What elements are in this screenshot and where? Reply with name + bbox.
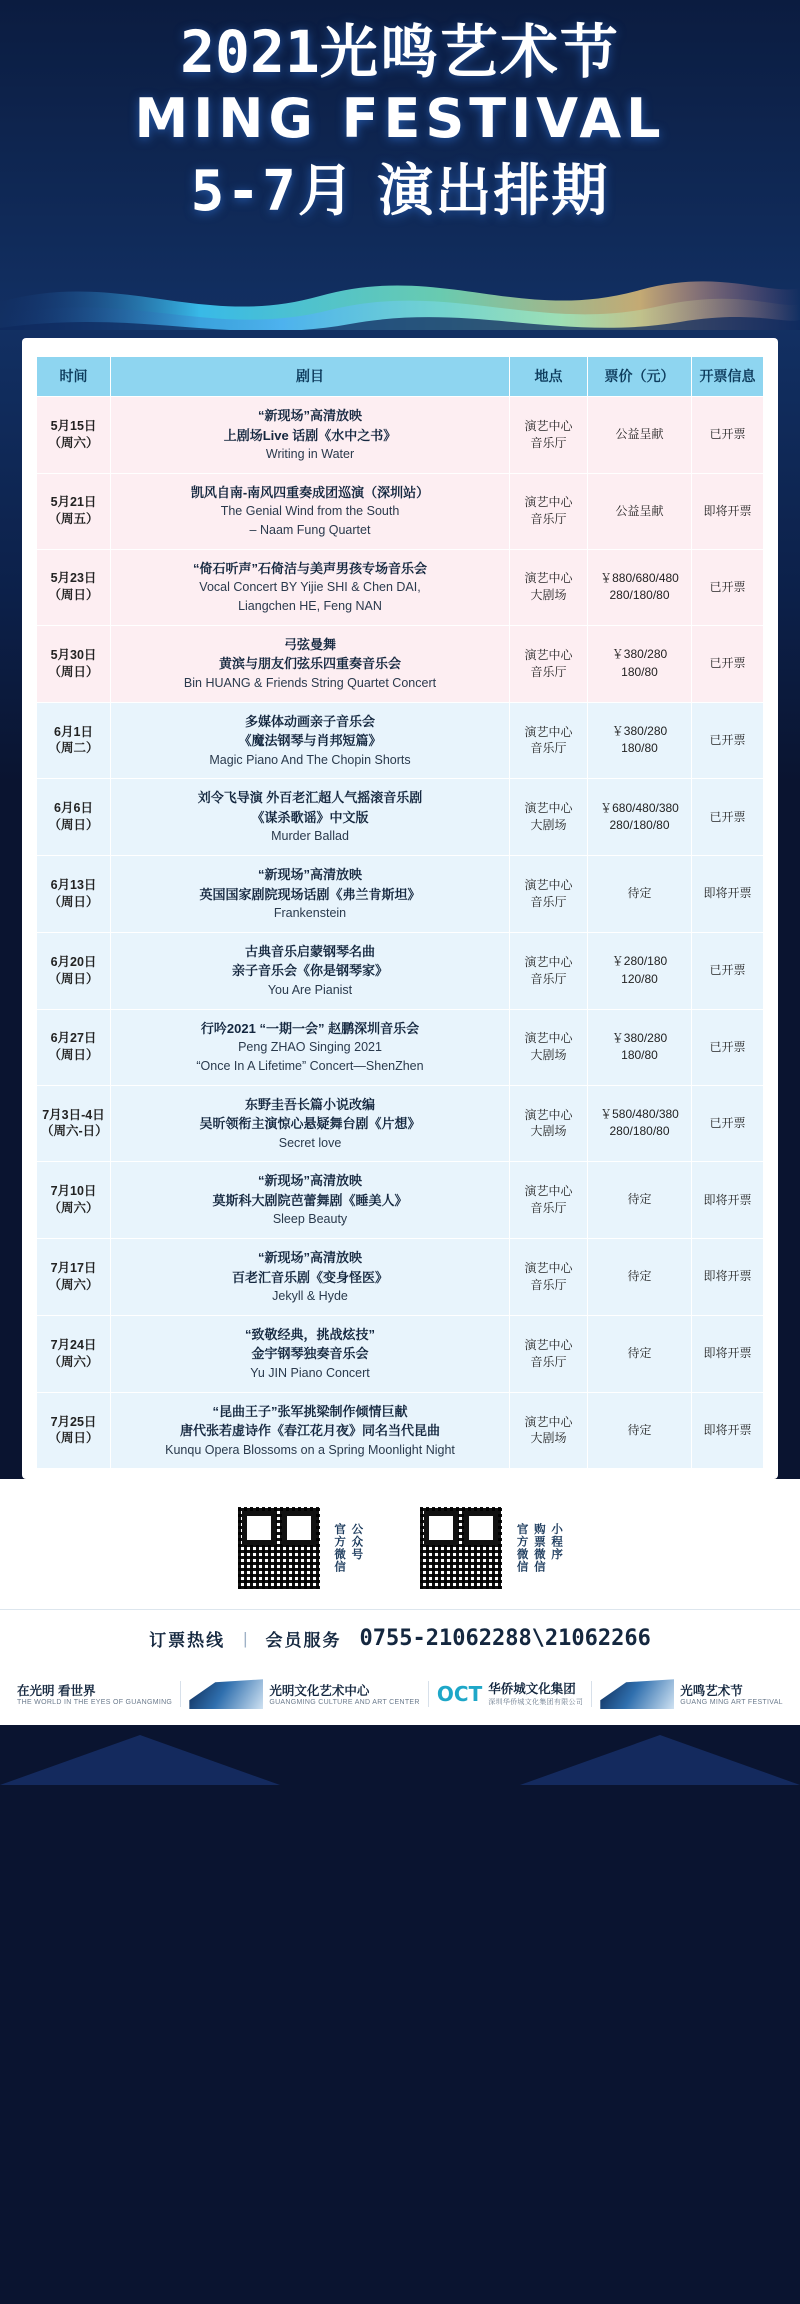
header-title-cn: 光鸣艺术节 [319, 18, 620, 86]
cell-program [111, 932, 510, 1009]
cell-sale-info: 即将开票 [692, 1392, 764, 1469]
logo-slogan-en: THE WORLD IN THE EYES OF GUANGMING [17, 1698, 173, 1706]
cell-venue: 演艺中心 音乐厅 [510, 625, 588, 702]
program-title-cn: “新现场”高清放映 上剧场Live 话剧《水中之书》 [223, 408, 397, 443]
cell-program [111, 1009, 510, 1085]
hotline-separator: | [243, 1628, 248, 1648]
cell-time: 7月3日-4日 （周六-日） [37, 1085, 111, 1162]
cell-venue: 演艺中心 音乐厅 [510, 1239, 588, 1316]
cell-sale-info: 已开票 [692, 1009, 764, 1085]
cell-time: 5月15日 （周六） [37, 397, 111, 474]
col-sale-info: 开票信息 [692, 357, 764, 397]
logo-festival-cn: 光鸣艺术节 [680, 1683, 743, 1698]
cell-venue: 演艺中心 音乐厅 [510, 473, 588, 549]
cell-price: ￥280/180 120/80 [588, 932, 692, 1009]
logo-oct-en: 深圳华侨城文化集团有限公司 [488, 1699, 584, 1707]
cell-sale-info: 即将开票 [692, 1315, 764, 1392]
cell-sale-info: 已开票 [692, 397, 764, 474]
cell-sale-info: 即将开票 [692, 1162, 764, 1239]
logo-gmcac-cn: 光明文化艺术中心 [269, 1683, 370, 1698]
cell-program [111, 1085, 510, 1162]
program-title-en: Yu JIN Piano Concert [250, 1365, 370, 1380]
program-title-cn: “昆曲王子”张军挑梁制作倾情巨献 唐代张若虚诗作《春江花月夜》同名当代昆曲 [179, 1403, 440, 1438]
cell-venue: 演艺中心 音乐厅 [510, 397, 588, 474]
logo-gmcac [189, 1679, 419, 1709]
cell-sale-info: 已开票 [692, 1085, 764, 1162]
cell-price: ￥680/480/380 280/180/80 [588, 779, 692, 856]
table-row [37, 1162, 764, 1239]
cell-program [111, 856, 510, 933]
cell-time: 7月10日 （周六） [37, 1162, 111, 1239]
program-title-cn: “致敬经典，挑战炫技” 金宇钢琴独奏音乐会 [244, 1326, 375, 1362]
logo-guangming-slogan [17, 1683, 172, 1706]
cell-price: ￥880/680/480 280/180/80 [588, 549, 692, 625]
logo-oct-cn: 华侨城文化集团 [488, 1682, 576, 1697]
header-dates: 5-7月 [190, 159, 356, 225]
cell-sale-info: 即将开票 [692, 856, 764, 933]
cell-program [111, 1315, 510, 1392]
cell-time: 5月23日 （周日） [37, 549, 111, 625]
table-row [37, 1392, 764, 1469]
cell-venue: 演艺中心 音乐厅 [510, 1315, 588, 1392]
program-title-en: Writing in Water [265, 447, 355, 461]
cell-time: 6月20日 （周日） [37, 932, 111, 1009]
program-title-cn: “新现场”高清放映 莫斯科大剧院芭蕾舞剧《睡美人》 [212, 1173, 408, 1208]
cell-program [111, 1392, 510, 1469]
footer-logos [0, 1667, 800, 1725]
qr-item[interactable] [418, 1505, 564, 1591]
hotline-label-member: 会员服务 [265, 1631, 342, 1651]
official-wechat-qr-icon[interactable] [236, 1505, 322, 1591]
cell-venue: 演艺中心 大剧场 [510, 1009, 588, 1085]
logo-gmcac-en: GUANGMING CULTURE AND ART CENTER [269, 1698, 420, 1706]
program-title-en: Magic Piano And The Chopin Shorts [209, 752, 411, 767]
footer-divider [591, 1681, 592, 1707]
qr-section [0, 1479, 800, 1609]
program-title-en: Sleep Beauty [272, 1212, 348, 1227]
program-title-cn: 凯风自南-南风四重奏成团巡演（深圳站） [190, 484, 430, 500]
cell-sale-info: 已开票 [692, 779, 764, 856]
cell-time: 6月6日 （周日） [37, 779, 111, 856]
cell-sale-info: 即将开票 [692, 1239, 764, 1316]
schedule-table-body [37, 397, 764, 1469]
cell-venue: 演艺中心 音乐厅 [510, 1162, 588, 1239]
cell-price: 待定 [588, 1239, 692, 1316]
qr-label-miniprogram: 小程序 购票微信 官方微信 [515, 1523, 563, 1574]
program-title-cn: 东野圭吾长篇小说改编 吴昕领衔主演惊心悬疑舞台剧《片想》 [199, 1096, 421, 1131]
cell-program [111, 397, 510, 474]
cell-program [111, 1162, 510, 1239]
table-row [37, 932, 764, 1009]
cell-venue: 演艺中心 大剧场 [510, 1392, 588, 1469]
program-title-cn: 多媒体动画亲子音乐会 《魔法钢琴与肖邦短篇》 [238, 713, 382, 748]
header-subtitle-cn: 演出排期 [377, 159, 610, 225]
cell-sale-info: 已开票 [692, 932, 764, 1009]
header-title-en: MING FESTIVAL [134, 86, 666, 150]
cell-price: ￥380/280 180/80 [588, 1009, 692, 1085]
cell-price: ￥580/480/380 280/180/80 [588, 1085, 692, 1162]
program-title-cn: “倚石听声”石倚洁与美声男孩专场音乐会 [192, 560, 427, 576]
program-title-en: Kunqu Opera Blossoms on a Spring Moonlight Night [165, 1442, 455, 1457]
program-title-en: Secret love [278, 1135, 342, 1150]
cell-price: 公益呈献 [588, 397, 692, 474]
logo-oct [437, 1681, 583, 1707]
table-row [37, 397, 764, 474]
cell-price: 待定 [588, 1162, 692, 1239]
header-title-line1 [0, 18, 800, 86]
gmcac-mark-icon [189, 1679, 263, 1709]
program-title-cn: “新现场”高清放映 百老汇音乐剧《变身怪医》 [231, 1250, 388, 1285]
table-row [37, 1009, 764, 1085]
program-title-en: Murder Ballad [271, 829, 349, 844]
qr-label-official: 公众号 官方微信 [333, 1523, 363, 1574]
table-row [37, 856, 764, 933]
cell-sale-info: 已开票 [692, 702, 764, 779]
cell-program [111, 702, 510, 779]
table-row [37, 1315, 764, 1392]
cell-price: ￥380/280 180/80 [588, 702, 692, 779]
footer-divider [428, 1681, 429, 1707]
cell-time: 7月24日 （周六） [37, 1315, 111, 1392]
hotline-bar [0, 1609, 800, 1667]
cell-venue: 演艺中心 音乐厅 [510, 856, 588, 933]
header-title-line3 [0, 158, 800, 225]
table-row [37, 702, 764, 779]
program-title-cn: 行吟2021 “一期一会” 赵鹏深圳音乐会 [200, 1020, 420, 1036]
table-row [37, 1239, 764, 1316]
qr-item[interactable] [236, 1505, 365, 1591]
ticket-miniprogram-qr-icon[interactable] [418, 1505, 504, 1591]
cell-time: 7月17日 （周六） [37, 1239, 111, 1316]
col-price: 票价（元） [588, 357, 692, 397]
cell-program [111, 473, 510, 549]
program-title-cn: “新现场”高清放映 英国国家剧院现场话剧《弗兰肯斯坦》 [199, 867, 421, 902]
poster-header [0, 0, 800, 330]
program-title-en: Frankenstein [273, 906, 347, 920]
cell-program [111, 549, 510, 625]
col-venue: 地点 [510, 357, 588, 397]
program-title-en: The Genial Wind from the South – Naam Fung Quartet [220, 504, 400, 537]
table-row [37, 473, 764, 549]
cell-time: 6月27日 （周日） [37, 1009, 111, 1085]
cell-price: ￥380/280 180/80 [588, 625, 692, 702]
cell-venue: 演艺中心 音乐厅 [510, 932, 588, 1009]
logo-festival-en: GUANG MING ART FESTIVAL [680, 1698, 783, 1706]
program-title-en: Bin HUANG & Friends String Quartet Concert [183, 675, 437, 690]
program-title-cn: 古典音乐启蒙钢琴名曲 亲子音乐会《你是钢琴家》 [231, 943, 388, 979]
poster-bottom-decoration [0, 1725, 800, 1785]
col-time: 时间 [37, 357, 111, 397]
cell-price: 待定 [588, 1315, 692, 1392]
cell-price: 待定 [588, 856, 692, 933]
cell-venue: 演艺中心 大剧场 [510, 779, 588, 856]
cell-time: 5月30日 （周日） [37, 625, 111, 702]
logo-ming-festival [600, 1679, 783, 1709]
logo-slogan-cn: 在光明 看世界 [17, 1683, 96, 1698]
cell-sale-info: 即将开票 [692, 473, 764, 549]
program-title-cn: 刘令飞导演 外百老汇超人气摇滚音乐剧 《谋杀歌谣》中文版 [197, 790, 423, 825]
program-title-cn: 弓弦曼舞 黄滨与朋友们弦乐四重奏音乐会 [218, 636, 401, 672]
cell-sale-info: 已开票 [692, 549, 764, 625]
wave-decoration [0, 250, 800, 330]
cell-price: 待定 [588, 1392, 692, 1469]
cell-time: 7月25日 （周日） [37, 1392, 111, 1469]
cell-time: 5月21日 （周五） [37, 473, 111, 549]
header-year: 2021 [180, 18, 320, 86]
program-title-en: You Are Pianist [267, 982, 353, 997]
ming-festival-mark-icon [600, 1679, 674, 1709]
cell-program [111, 779, 510, 856]
col-program: 剧目 [111, 357, 510, 397]
cell-sale-info: 已开票 [692, 625, 764, 702]
table-header-row [37, 357, 764, 397]
oct-mark-icon: OCT [436, 1682, 483, 1707]
hotline-number[interactable]: 0755-21062288\21062266 [359, 1626, 651, 1652]
footer-divider [180, 1681, 181, 1707]
cell-venue: 演艺中心 大剧场 [510, 1085, 588, 1162]
table-row [37, 1085, 764, 1162]
cell-time: 6月13日 （周日） [37, 856, 111, 933]
schedule-table [36, 356, 764, 1469]
cell-price: 公益呈献 [588, 473, 692, 549]
cell-program [111, 1239, 510, 1316]
cell-program [111, 625, 510, 702]
program-title-en: Peng ZHAO Singing 2021 “Once In A Lifetime” Concert—ShenZhen [196, 1040, 424, 1073]
hotline-label-booking: 订票热线 [149, 1631, 226, 1651]
cell-venue: 演艺中心 音乐厅 [510, 702, 588, 779]
program-title-en: Vocal Concert BY Yijie SHI & Chen DAI, Liangchen HE, Feng NAN [199, 580, 421, 613]
cell-time: 6月1日 （周二） [37, 702, 111, 779]
table-row [37, 625, 764, 702]
program-title-en: Jekyll & Hyde [272, 1289, 348, 1303]
schedule-card [22, 338, 778, 1479]
cell-venue: 演艺中心 大剧场 [510, 549, 588, 625]
table-row [37, 549, 764, 625]
table-row [37, 779, 764, 856]
